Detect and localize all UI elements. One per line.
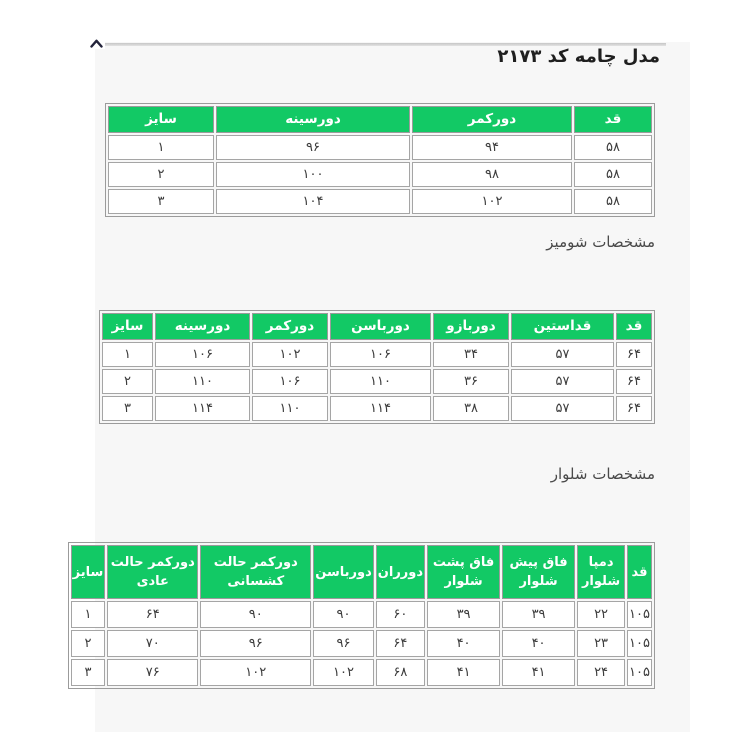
header-cell: دورکمر bbox=[412, 106, 572, 133]
data-cell: ۵۸ bbox=[574, 162, 652, 187]
data-cell: ۳ bbox=[102, 396, 153, 421]
data-cell: ۳۸ bbox=[433, 396, 509, 421]
data-cell: ۳۶ bbox=[433, 369, 509, 394]
data-cell: ۷۶ bbox=[107, 659, 198, 686]
header-cell: سایز bbox=[71, 545, 106, 599]
size-table-blouse bbox=[99, 310, 655, 424]
data-cell: ۱۰۲ bbox=[252, 342, 328, 367]
data-cell: ۲۳ bbox=[577, 630, 625, 657]
data-cell: ۹۸ bbox=[412, 162, 572, 187]
data-cell: ۴۱ bbox=[427, 659, 500, 686]
data-cell: ۴۰ bbox=[427, 630, 500, 657]
scroll-top-button[interactable] bbox=[87, 35, 105, 49]
data-cell: ۵۷ bbox=[511, 342, 614, 367]
data-cell: ۱ bbox=[108, 135, 214, 160]
data-cell: ۱۱۴ bbox=[155, 396, 250, 421]
header-cell: فاق پشت شلوار bbox=[427, 545, 500, 599]
data-cell: ۱۰۵ bbox=[627, 659, 652, 686]
data-cell: ۶۴ bbox=[616, 369, 652, 394]
data-cell: ۱۰۶ bbox=[252, 369, 328, 394]
page-title: مدل چامه کد ۲۱۷۳ bbox=[497, 46, 660, 67]
table-row bbox=[108, 162, 652, 187]
section-label-shomiz: مشخصات شومیز bbox=[546, 233, 655, 251]
data-cell: ۲۲ bbox=[577, 601, 625, 628]
data-cell: ۹۴ bbox=[412, 135, 572, 160]
data-cell: ۶۴ bbox=[616, 396, 652, 421]
data-cell: ۱۰۲ bbox=[412, 189, 572, 214]
data-cell: ۵۷ bbox=[511, 369, 614, 394]
header-cell: دورباسن bbox=[313, 545, 373, 599]
header-cell: قد bbox=[627, 545, 652, 599]
table-row bbox=[71, 630, 652, 657]
data-cell: ۹۶ bbox=[216, 135, 410, 160]
table-row bbox=[102, 369, 652, 394]
data-cell: ۱ bbox=[71, 601, 106, 628]
data-cell: ۱۰۲ bbox=[200, 659, 311, 686]
data-cell: ۴۱ bbox=[502, 659, 575, 686]
header-cell: دوربازو bbox=[433, 313, 509, 340]
data-cell: ۶۴ bbox=[616, 342, 652, 367]
data-cell: ۱۱۴ bbox=[330, 396, 431, 421]
size-table-trousers bbox=[68, 542, 655, 689]
data-cell: ۹۰ bbox=[200, 601, 311, 628]
table-row bbox=[71, 659, 652, 686]
data-cell: ۳۹ bbox=[427, 601, 500, 628]
header-cell: قد bbox=[616, 313, 652, 340]
data-cell: ۱۱۰ bbox=[252, 396, 328, 421]
chevron-up-icon bbox=[90, 33, 103, 52]
header-cell: فاق پیش شلوار bbox=[502, 545, 575, 599]
data-cell: ۵۸ bbox=[574, 135, 652, 160]
size-table-manteau bbox=[105, 103, 655, 217]
header-cell: دورسینه bbox=[155, 313, 250, 340]
data-cell: ۳ bbox=[108, 189, 214, 214]
data-cell: ۹۶ bbox=[200, 630, 311, 657]
table-header-row bbox=[102, 313, 652, 340]
header-cell: سایز bbox=[102, 313, 153, 340]
table-row bbox=[108, 135, 652, 160]
table-header-row bbox=[71, 545, 652, 599]
table-header-row bbox=[108, 106, 652, 133]
header-cell: دمپا شلوار bbox=[577, 545, 625, 599]
header-cell: دورکمر حالت کشسانی bbox=[200, 545, 311, 599]
data-cell: ۳۴ bbox=[433, 342, 509, 367]
table-row bbox=[71, 601, 652, 628]
header-cell: دورباسن bbox=[330, 313, 431, 340]
data-cell: ۵۷ bbox=[511, 396, 614, 421]
header-cell: دورکمر حالت عادی bbox=[107, 545, 198, 599]
data-cell: ۳۹ bbox=[502, 601, 575, 628]
data-cell: ۱۱۰ bbox=[330, 369, 431, 394]
header-cell: دورران bbox=[376, 545, 425, 599]
data-cell: ۷۰ bbox=[107, 630, 198, 657]
section-label-shalvar: مشخصات شلوار bbox=[550, 465, 655, 483]
data-cell: ۱۱۰ bbox=[155, 369, 250, 394]
data-cell: ۱۰۵ bbox=[627, 630, 652, 657]
data-cell: ۹۰ bbox=[313, 601, 373, 628]
data-cell: ۱۰۲ bbox=[313, 659, 373, 686]
header-cell: سایز bbox=[108, 106, 214, 133]
data-cell: ۲۴ bbox=[577, 659, 625, 686]
data-cell: ۵۸ bbox=[574, 189, 652, 214]
data-cell: ۳ bbox=[71, 659, 106, 686]
data-cell: ۴۰ bbox=[502, 630, 575, 657]
data-cell: ۶۸ bbox=[376, 659, 425, 686]
data-cell: ۶۴ bbox=[376, 630, 425, 657]
data-cell: ۱۰۰ bbox=[216, 162, 410, 187]
data-cell: ۹۶ bbox=[313, 630, 373, 657]
data-cell: ۶۰ bbox=[376, 601, 425, 628]
data-cell: ۱۰۶ bbox=[330, 342, 431, 367]
table-row bbox=[102, 342, 652, 367]
data-cell: ۲ bbox=[102, 369, 153, 394]
header-cell: دورسینه bbox=[216, 106, 410, 133]
data-cell: ۲ bbox=[71, 630, 106, 657]
data-cell: ۱۰۵ bbox=[627, 601, 652, 628]
header-cell: قداستین bbox=[511, 313, 614, 340]
table-row bbox=[108, 189, 652, 214]
data-cell: ۶۴ bbox=[107, 601, 198, 628]
header-cell: دورکمر bbox=[252, 313, 328, 340]
data-cell: ۱۰۶ bbox=[155, 342, 250, 367]
data-cell: ۱ bbox=[102, 342, 153, 367]
data-cell: ۱۰۴ bbox=[216, 189, 410, 214]
table-row bbox=[102, 396, 652, 421]
data-cell: ۲ bbox=[108, 162, 214, 187]
header-cell: قد bbox=[574, 106, 652, 133]
